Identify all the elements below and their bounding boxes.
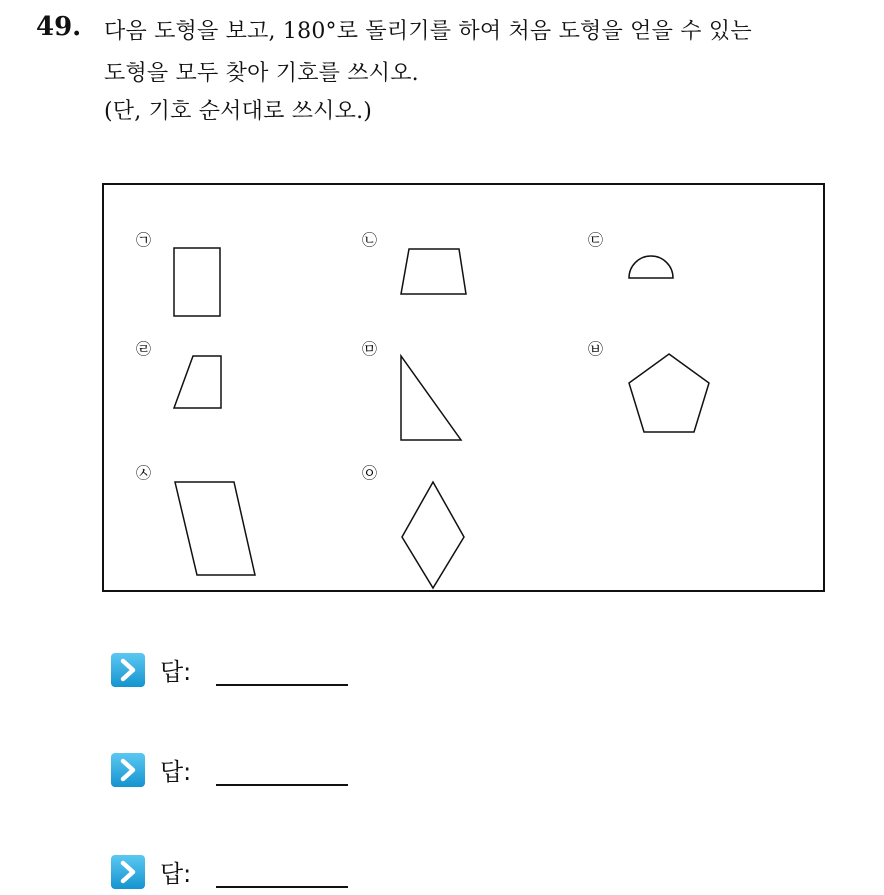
chevron-right-icon bbox=[110, 854, 146, 890]
marker-nieun: ㉡ bbox=[362, 231, 378, 249]
chevron-right-icon bbox=[110, 752, 146, 788]
answer-blank[interactable] bbox=[216, 886, 348, 888]
question-line-3: (단, 기호 순서대로 쓰시오.) bbox=[104, 99, 373, 124]
marker-ieung: ㉧ bbox=[362, 464, 378, 482]
shape-right-trapezoid bbox=[174, 356, 221, 408]
question-number: 49. bbox=[36, 12, 82, 42]
answer-label: 답: bbox=[160, 658, 192, 686]
marker-giyeok: ㉠ bbox=[136, 231, 152, 249]
marker-siot: ㉦ bbox=[136, 464, 152, 482]
figures-svg bbox=[104, 185, 827, 594]
figure-box bbox=[102, 183, 825, 592]
shape-rectangle bbox=[174, 248, 220, 316]
shape-semicircle bbox=[629, 256, 673, 278]
shape-trapezoid bbox=[401, 249, 466, 294]
answer-label: 답: bbox=[160, 860, 192, 888]
chevron-right-icon bbox=[110, 652, 146, 688]
marker-mieum: ㉤ bbox=[362, 340, 378, 358]
question-line-1: 다음 도형을 보고, 180°로 돌리기를 하여 처음 도형을 얻을 수 있는 bbox=[104, 19, 752, 44]
answer-label: 답: bbox=[160, 758, 192, 786]
marker-digeut: ㉢ bbox=[588, 231, 604, 249]
marker-rieul: ㉣ bbox=[136, 340, 152, 358]
shape-pentagon bbox=[629, 354, 709, 432]
shape-right-triangle bbox=[401, 356, 461, 440]
question-line-2: 도형을 모두 찾아 기호를 쓰시오. bbox=[104, 61, 419, 86]
answer-blank[interactable] bbox=[216, 784, 348, 786]
shape-rhombus bbox=[402, 482, 464, 588]
marker-bieup: ㉥ bbox=[588, 340, 604, 358]
answer-blank[interactable] bbox=[216, 684, 348, 686]
shape-parallelogram bbox=[175, 482, 255, 575]
